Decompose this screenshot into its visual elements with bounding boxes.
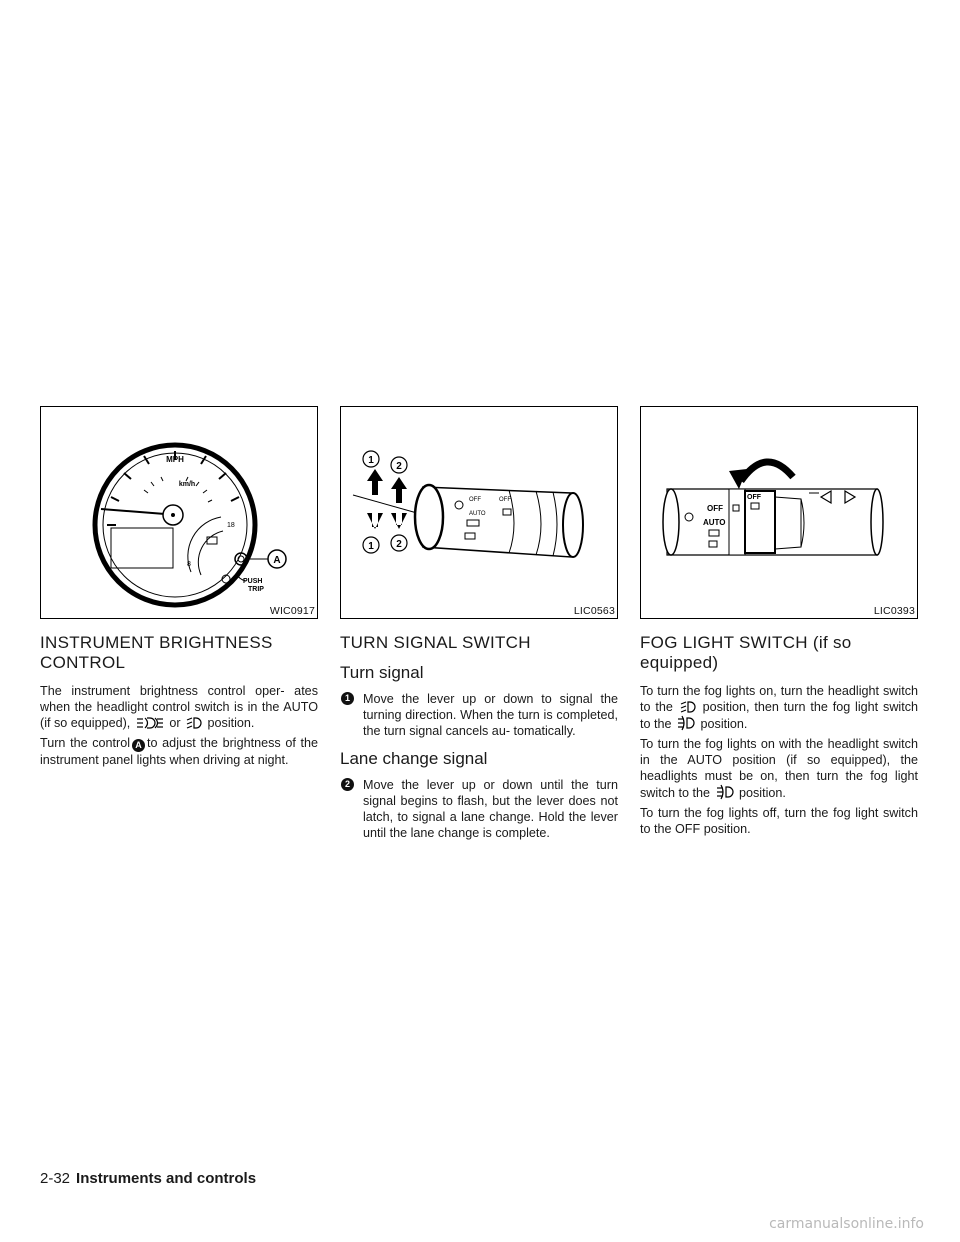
- label-kmh: km/h: [178, 481, 196, 488]
- callout-2-bottom: 2: [396, 539, 402, 550]
- step-text: Move the lever up or down to signal the turning direction. When the turn is completed, the turn signal cancels au- tomatically.: [363, 692, 618, 738]
- figure-turn-signal-lever: [340, 406, 618, 619]
- fog-light-icon: [716, 784, 734, 800]
- headlight-icon: [680, 700, 696, 714]
- step-text: Move the lever up or down until the turn signal begins to flash, but the lever does not latch, to signal a lane change. Hold the lever until the lane change is complete.: [363, 778, 618, 840]
- brightness-paragraph-2: [40, 735, 318, 768]
- column-turn-signal: [340, 406, 618, 851]
- label-mph: MPH: [166, 455, 184, 464]
- label-trip: TRIP: [248, 586, 264, 593]
- text-fragment: To turn the fog lights on, turn the headlight switch to the: [640, 684, 918, 714]
- watermark: carmanualsonline.info: [769, 1216, 924, 1232]
- label-18: 18: [227, 522, 235, 529]
- text-fragment: to adjust the brightness of the instrument panel lights when driving at night.: [40, 736, 318, 767]
- figure-speedometer: [40, 406, 318, 619]
- step-number: 1: [341, 692, 354, 705]
- label-auto: AUTO: [469, 511, 486, 517]
- callout-a-badge: A: [132, 739, 145, 752]
- page-number: 2-32: [40, 1170, 71, 1187]
- footer-section-title: Instruments and controls: [76, 1170, 257, 1187]
- text-fragment: The instrument brightness control oper- ates when the headlight control switch is in the AUTO (if so equipped),: [40, 684, 318, 730]
- text-fragment: To turn the fog lights on with the headlight switch in the AUTO position (if so equipped), the headlights must be on, then turn the fog light switch to the: [640, 737, 918, 800]
- label-auto: AUTO: [703, 518, 726, 527]
- text-fragment: position.: [739, 786, 786, 800]
- step-1: [340, 691, 618, 739]
- page-footer: [40, 1170, 256, 1187]
- label-off-2: OFF: [499, 497, 511, 503]
- step-number: 2: [341, 778, 354, 791]
- text-fragment: position, then turn the fog light switch to the: [640, 700, 919, 731]
- callout-1-top: 1: [368, 455, 374, 466]
- callout-1-bottom: 1: [368, 541, 374, 552]
- figure-code: WIC0917: [269, 605, 315, 617]
- turn-signal-illustration: [341, 407, 617, 618]
- subsection-title-lane-change: Lane change signal: [340, 749, 488, 768]
- figure-fog-light-switch: [640, 406, 918, 619]
- label-8: 8: [187, 561, 191, 568]
- section-title: TURN SIGNAL SWITCH: [340, 633, 531, 652]
- text-fragment: position.: [207, 716, 255, 730]
- speedometer-illustration: [41, 407, 317, 618]
- figure-code: LIC0393: [873, 605, 915, 617]
- column-instrument-brightness: [40, 406, 318, 772]
- text-fragment: Turn the control: [40, 736, 131, 750]
- label-off-1: OFF: [469, 497, 481, 503]
- fog-switch-illustration: [641, 407, 917, 618]
- label-push: PUSH: [243, 578, 263, 585]
- callout-a: A: [273, 555, 281, 566]
- fog-paragraph-1: [640, 683, 918, 732]
- label-off-left: OFF: [707, 504, 723, 513]
- subsection-title-turn-signal: Turn signal: [340, 663, 424, 682]
- fog-paragraph-3: To turn the fog lights off, turn the fog light switch to the OFF position.: [640, 806, 918, 836]
- column-fog-light: [640, 406, 918, 841]
- section-title: FOG LIGHT SWITCH (if so equipped): [640, 633, 852, 672]
- section-title: INSTRUMENT BRIGHTNESS CONTROL: [40, 633, 273, 672]
- text-fragment: position.: [700, 717, 748, 731]
- step-2: [340, 777, 618, 841]
- fog-light-icon: [677, 715, 695, 731]
- figure-code: LIC0563: [573, 605, 615, 617]
- low-beam-headlight-icon: [136, 716, 164, 730]
- text-fragment-or: or: [169, 716, 181, 730]
- fog-paragraph-2: [640, 736, 918, 801]
- callout-2-top: 2: [396, 461, 402, 472]
- headlight-icon: [186, 716, 202, 730]
- label-off-right: OFF: [747, 494, 761, 501]
- brightness-paragraph-1: [40, 683, 318, 731]
